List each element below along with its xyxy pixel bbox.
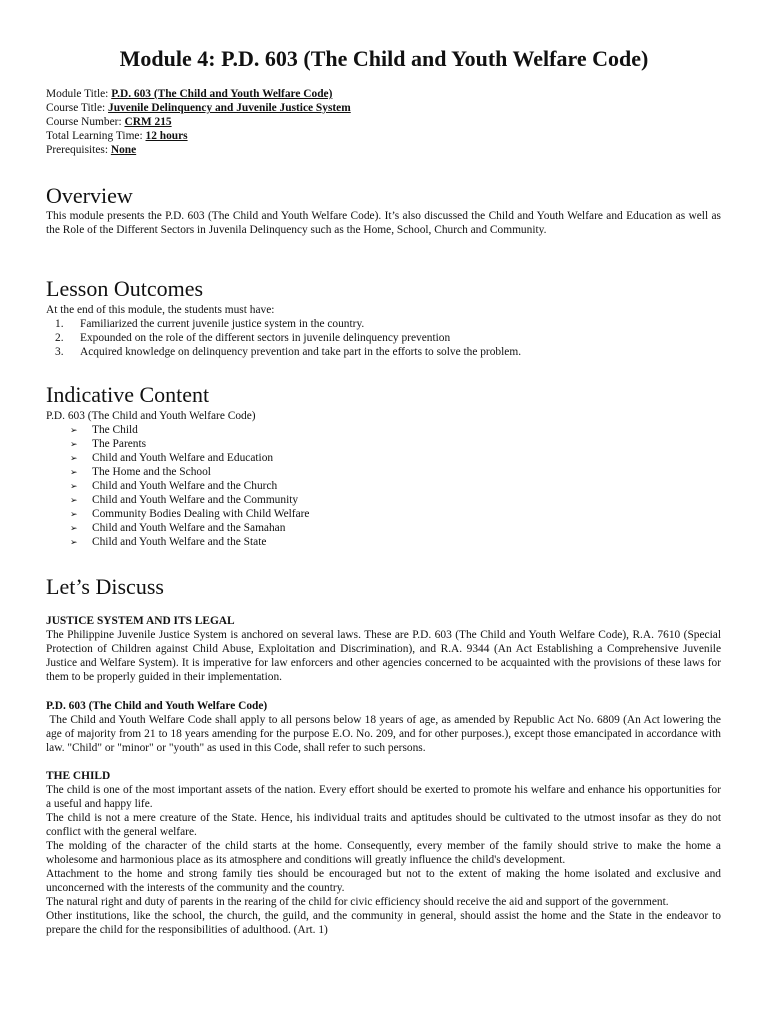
paragraph: Other institutions, like the school, the church, the guild, and the community in general, should assist the home and the State in the endeavor to prepare the child for the responsibilities of adulthood. (Art. 1) [46,910,721,936]
paragraph: The molding of the character of the child starts at the home. Consequently, every member of the family should strive to make the home a wholesome and harmonious place as its atmosphere and conditions will greatly influence the child's development. [46,840,721,866]
meta-value: CRM 215 [124,116,172,128]
module-info [46,87,351,157]
the-child-body [46,783,721,937]
prerequisites-row [46,143,351,157]
meta-value: 12 hours [145,130,188,142]
list-item-text: Expounded on the role of the different sectors in juvenile delinquency prevention [80,332,451,344]
list-number: 3. [55,346,64,358]
list-item [46,345,521,359]
list-item [70,465,309,479]
arrow-bullet-icon: ➢ [70,453,78,463]
list-item [70,437,309,451]
paragraph: Attachment to the home and strong family ties should be encouraged but not to the extent of making the home isolated and exclusive and unconcerned with the interests of the community and the country. [46,868,721,894]
meta-label: Module Title: [46,88,112,100]
topics-list [70,423,309,549]
list-item [70,521,309,535]
arrow-bullet-icon: ➢ [70,439,78,449]
list-item [70,479,309,493]
list-item [70,423,309,437]
list-item-text: Familiarized the current juvenile justice system in the country. [80,318,365,330]
paragraph: The child is one of the most important assets of the nation. Every effort should be exerted to promote his welfare and enhance his opportunities for a useful and happy life. [46,784,721,810]
list-item-text: Child and Youth Welfare and Education [92,452,274,464]
overview-heading: Overview [46,183,133,208]
arrow-bullet-icon: ➢ [70,509,78,519]
arrow-bullet-icon: ➢ [70,495,78,505]
arrow-bullet-icon: ➢ [70,523,78,533]
arrow-bullet-icon: ➢ [70,425,78,435]
paragraph: The child is not a mere creature of the State. Hence, his individual traits and aptitudes should be cultivated to the utmost insofar as they do not conflict with the general welfare. [46,812,721,838]
lets-discuss-heading: Let’s Discuss [46,574,164,599]
arrow-bullet-icon: ➢ [70,537,78,547]
list-item-text: Community Bodies Dealing with Child Welfare [92,508,310,520]
indicative-content-heading: Indicative Content [46,382,210,407]
justice-system-text: The Philippine Juvenile Justice System is anchored on several laws. These are P.D. 603 (The Child and Youth Welfare Code), R.A. 7610 (Special Protection of Children against Child Abuse, Exploitation and Discrimination), and R.A. 9344 (An Act Establishing a Comprehensive Juvenile Justice and Welfare System). It is imperative for law enforcers and other agencies concerned to be acquainted with the provisions of these laws for them to be properly guided in their implementation. [46,629,721,683]
overview-text: This module presents the P.D. 603 (The Child and Youth Welfare Code). It’s also discussed the Child and Youth Welfare and Education as well as the Role of the Different Sectors in Juvenila Delinquency such as the Home, School, Church and Community. [46,210,721,236]
arrow-bullet-icon: ➢ [70,467,78,477]
lesson-outcomes-heading: Lesson Outcomes [46,276,204,301]
list-item-text: Child and Youth Welfare and the Samahan [92,522,286,534]
course-number-row [46,115,351,129]
pd603-text: The Child and Youth Welfare Code shall apply to all persons below 18 years of age, as amended by Republic Act No. 6809 (An Act lowering the age of majority from 21 to 18 years amending for the purpose E.O. No. 209, and for other purposes.), except those emancipated in accordance with law. "Child" or "minor" or "youth" as used in this Code, shall refer to such persons. [46,714,724,754]
the-child-heading: THE CHILD [46,770,111,782]
arrow-bullet-icon: ➢ [70,481,78,491]
meta-label: Course Title: [46,102,109,114]
list-item [46,331,521,345]
pd603-heading: P.D. 603 (The Child and Youth Welfare Code) [46,700,268,712]
list-item [70,493,309,507]
page-title: Module 4: P.D. 603 (The Child and Youth Welfare Code) [119,46,649,71]
meta-label: Course Number: [46,116,125,128]
list-item-text: Child and Youth Welfare and the Community [92,494,299,506]
meta-label: Prerequisites: [46,144,111,156]
list-item-text: Child and Youth Welfare and the State [92,536,267,548]
list-item-text: Child and Youth Welfare and the Church [92,480,278,492]
content-intro: P.D. 603 (The Child and Youth Welfare Code) [46,410,256,422]
meta-value: P.D. 603 (The Child and Youth Welfare Code) [111,88,333,100]
list-item [70,451,309,465]
outcomes-list [46,317,521,359]
justice-system-heading: JUSTICE SYSTEM AND ITS LEGAL [46,615,235,627]
list-number: 1. [55,318,64,330]
list-item-text: Acquired knowledge on delinquency prevention and take part in the efforts to solve the problem. [80,346,522,358]
paragraph: The natural right and duty of parents in the rearing of the child for civic efficiency should receive the aid and support of the government. [46,896,669,908]
outcomes-intro: At the end of this module, the students must have: [46,304,275,316]
learning-time-row [46,129,351,143]
list-item [46,317,521,331]
meta-value: Juvenile Delinquency and Juvenile Justice System [108,102,351,114]
list-item-text: The Child [92,424,138,436]
list-item-text: The Parents [92,438,147,450]
course-title-row [46,101,351,115]
list-item [70,507,309,521]
meta-value: None [110,144,137,156]
list-item-text: The Home and the School [92,466,211,478]
module-title-row [46,87,351,101]
list-item [70,535,309,549]
list-number: 2. [55,332,64,344]
meta-label: Total Learning Time: [46,130,146,142]
